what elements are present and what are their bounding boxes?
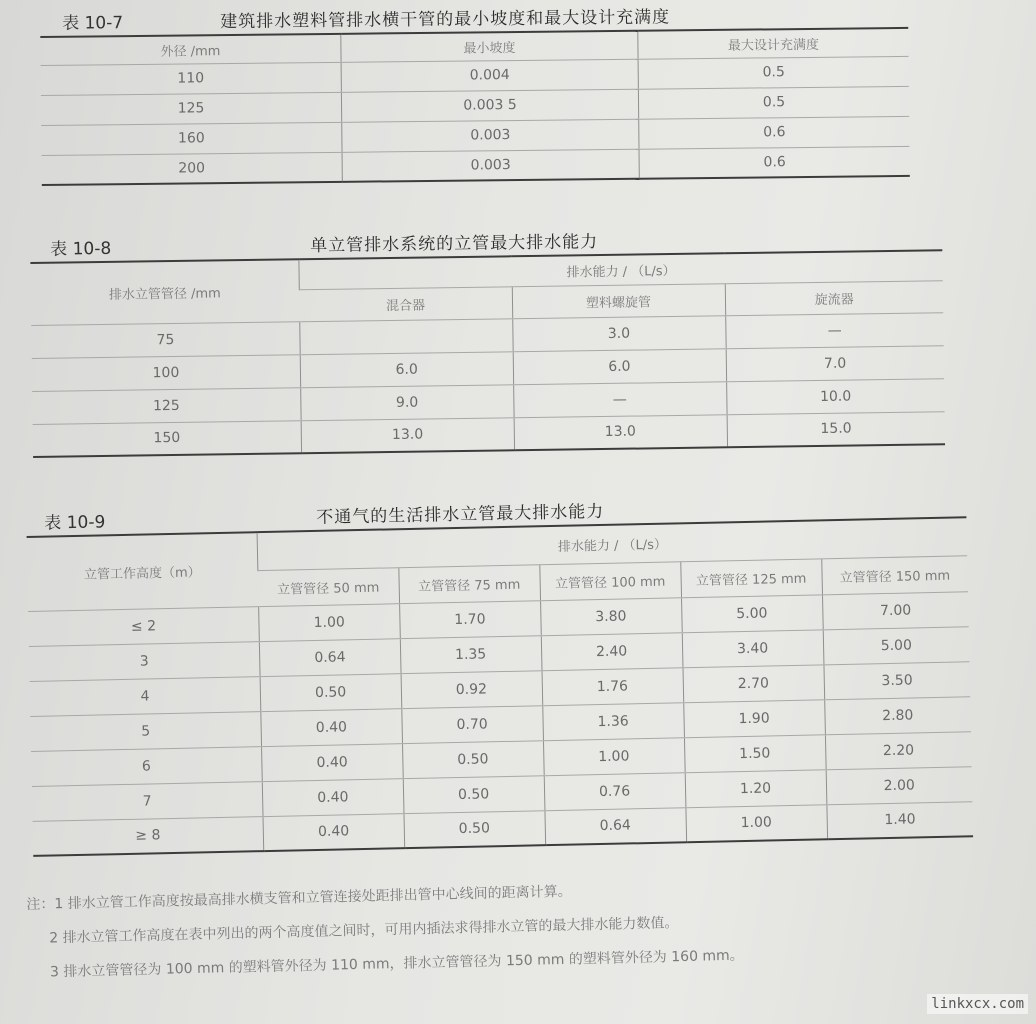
- cell: 0.50: [403, 775, 545, 813]
- table-10-8-block: [30, 221, 945, 458]
- header-cell: 外径 /mm: [40, 34, 341, 65]
- cell: 0.50: [403, 810, 545, 848]
- cell: 0.003: [342, 119, 639, 152]
- cell: 3.80: [540, 597, 682, 635]
- cell: 1.90: [683, 699, 825, 737]
- sub-header: 立管管径 50 mm: [258, 567, 399, 606]
- cell: 1.40: [826, 801, 973, 839]
- sub-header: 立管管径 125 mm: [680, 558, 822, 597]
- watermark: linkxcx.com: [927, 994, 1028, 1014]
- cell: 0.003 5: [341, 89, 638, 122]
- table-title: 建筑排水塑料管排水横干管的最小坡度和最大设计充满度: [220, 7, 671, 33]
- note-2: 2 排水立管工作高度在表中列出的两个高度值之间时，可用内插法求得排水立管的最大排水能力数值。: [49, 915, 679, 947]
- cell: 3.0: [512, 315, 725, 351]
- table-number: 表 10-7: [62, 13, 124, 34]
- sub-header: 旋流器: [725, 280, 943, 315]
- cell: 0.50: [402, 740, 544, 778]
- cell: 125: [32, 387, 301, 424]
- cell: 2.70: [682, 664, 824, 702]
- cell: 0.5: [638, 56, 909, 89]
- cell: 7: [32, 781, 263, 821]
- cell: 0.6: [639, 116, 910, 149]
- cell: 3.40: [682, 629, 824, 667]
- cell: 5.00: [681, 594, 823, 632]
- cell: ≤ 2: [28, 606, 259, 646]
- table-10-7: [40, 27, 910, 186]
- cell: 15.0: [727, 411, 945, 447]
- cell: 0.64: [544, 807, 686, 845]
- header-cell: 最小坡度: [341, 31, 638, 62]
- cell: 0.6: [639, 146, 910, 179]
- cell: 100: [32, 354, 301, 391]
- table-10-7-block: [40, 0, 910, 186]
- cell: 0.70: [401, 705, 543, 743]
- cell: 110: [41, 62, 342, 95]
- note-1: 注：1 排水立管工作高度按最高排水横支管和立管连接处距排出管中心线间的距离计算。: [26, 883, 572, 913]
- cell: ≥ 8: [33, 816, 264, 856]
- cell: 0.5: [638, 86, 909, 119]
- row-header: 排水立管管径 /mm: [30, 259, 299, 325]
- sub-header: 立管管径 75 mm: [398, 564, 540, 603]
- table-notes: [26, 871, 744, 990]
- cell: 7.0: [726, 345, 944, 381]
- table-10-8: [30, 249, 945, 458]
- cell: 0.40: [261, 708, 402, 746]
- note-3: 3 排水立管管径为 100 mm 的塑料管外径为 110 mm，排水立管管径为 150 mm 的塑料管外径为 160 mm。: [49, 947, 744, 981]
- cell: 2.80: [824, 696, 971, 734]
- group-header: 排水能力 / （L/s）: [299, 250, 943, 289]
- group-header: 排水能力 / （L/s）: [257, 517, 967, 570]
- cell: 1.50: [684, 734, 826, 772]
- cell: 0.76: [544, 772, 686, 810]
- cell: 2.40: [541, 632, 683, 670]
- cell: —: [513, 381, 726, 417]
- cell: 1.35: [400, 635, 542, 673]
- cell: 200: [42, 152, 343, 185]
- cell: 125: [41, 92, 342, 125]
- cell: 13.0: [301, 417, 514, 453]
- cell: 6.0: [300, 351, 513, 387]
- cell: 1.00: [259, 603, 400, 641]
- cell: 1.00: [685, 804, 827, 842]
- table-number: 表 10-8: [50, 238, 112, 260]
- sub-header: 立管管径 100 mm: [539, 561, 681, 600]
- cell: 10.0: [726, 378, 944, 414]
- cell: 5.00: [823, 626, 970, 664]
- cell: 9.0: [301, 384, 514, 420]
- cell: [300, 318, 513, 354]
- cell: 160: [41, 122, 342, 155]
- cell: 3: [29, 641, 260, 681]
- cell: 150: [33, 420, 302, 457]
- table-number: 表 10-9: [44, 512, 106, 534]
- cell: 0.003: [342, 149, 639, 182]
- cell: —: [725, 312, 943, 348]
- cell: 1.00: [543, 737, 685, 775]
- table-10-9: [27, 516, 974, 857]
- cell: 2.00: [826, 766, 973, 804]
- table-title: 单立管排水系统的立管最大排水能力: [310, 232, 599, 257]
- cell: 1.20: [685, 769, 827, 807]
- cell: 0.004: [341, 59, 638, 92]
- cell: 13.0: [514, 414, 727, 450]
- cell: 6.0: [513, 348, 726, 384]
- cell: 2.20: [825, 731, 972, 769]
- cell: 0.64: [259, 638, 400, 676]
- cell: 0.40: [262, 743, 403, 781]
- cell: 3.50: [823, 661, 970, 699]
- sub-header: 立管管径 150 mm: [821, 555, 968, 594]
- table-10-9-block: [26, 488, 973, 857]
- cell: 75: [31, 321, 300, 358]
- cell: 0.92: [401, 670, 543, 708]
- cell: 1.76: [542, 667, 684, 705]
- cell: 0.40: [262, 778, 403, 816]
- cell: 1.70: [399, 600, 541, 638]
- sub-header: 塑料螺旋管: [512, 283, 725, 318]
- cell: 7.00: [822, 591, 969, 629]
- cell: 0.40: [263, 813, 404, 851]
- cell: 6: [31, 746, 262, 786]
- cell: 5: [30, 711, 261, 751]
- sub-header: 混合器: [299, 286, 512, 321]
- table-title: 不通气的生活排水立管最大排水能力: [316, 501, 605, 528]
- cell: 0.50: [260, 673, 401, 711]
- row-header: 立管工作高度（m）: [27, 532, 259, 611]
- header-cell: 最大设计充满度: [638, 28, 909, 59]
- cell: 1.36: [542, 702, 684, 740]
- cell: 4: [30, 676, 261, 716]
